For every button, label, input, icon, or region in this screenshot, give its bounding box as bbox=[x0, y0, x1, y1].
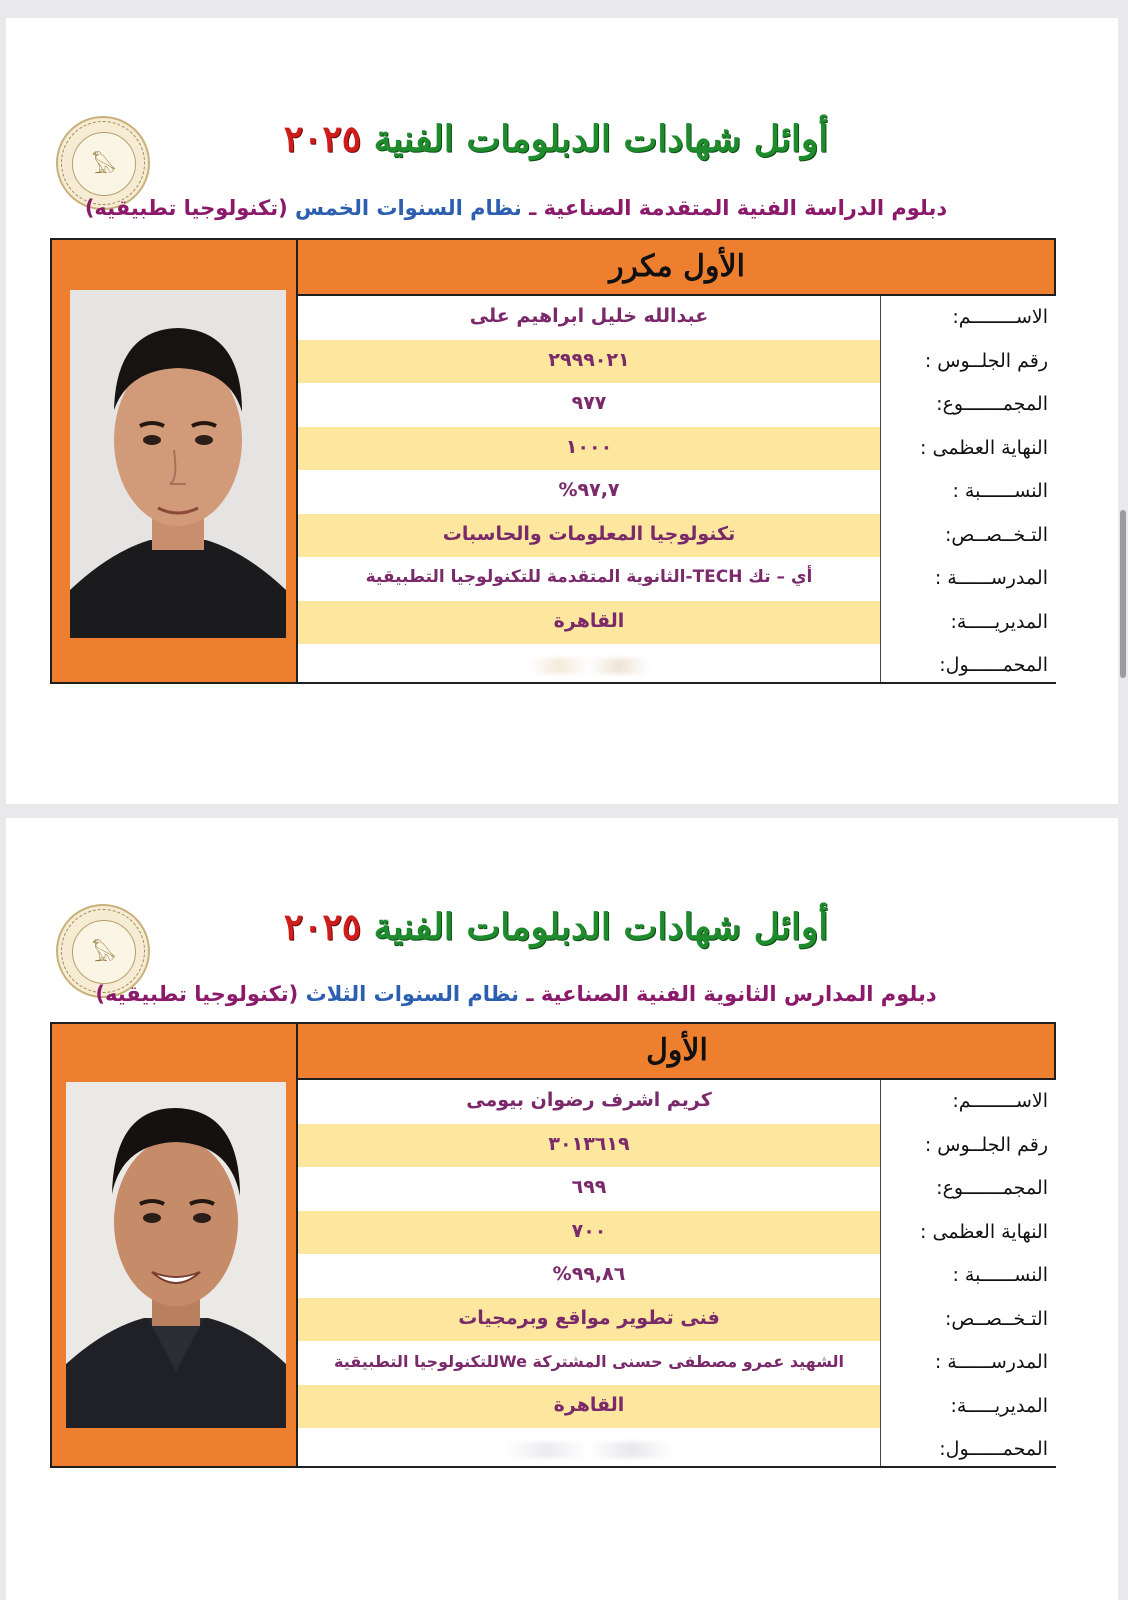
seat-number-value: ٣٠١٣٦١٩ bbox=[298, 1124, 881, 1168]
directorate-label: المديريـــــة: bbox=[950, 1394, 1048, 1417]
row-total bbox=[298, 383, 1056, 428]
row-seat-number bbox=[298, 1124, 1056, 1169]
directorate-value: القاهرة bbox=[298, 601, 881, 645]
max-score-label: النهاية العظمى : bbox=[920, 436, 1048, 459]
name-value: كريم اشرف رضوان بيومى bbox=[298, 1080, 881, 1124]
certificate-page-1 bbox=[6, 18, 1118, 804]
row-max-score bbox=[298, 1211, 1056, 1256]
student-info-table bbox=[296, 240, 1056, 682]
page-title: أوائل شهادات الدبلومات الفنية ٢٠٢٥ bbox=[283, 118, 829, 160]
specialization-value: فنى تطوير مواقع وبرمجيات bbox=[298, 1298, 881, 1342]
row-max-score bbox=[298, 427, 1056, 472]
school-label: المدرســــــة : bbox=[934, 1351, 1048, 1373]
rank-header: الأول مكرر bbox=[298, 240, 1056, 296]
name-label: الاســــــــم: bbox=[952, 306, 1048, 328]
row-specialization bbox=[298, 514, 1056, 559]
percentage-label: النســــــبة : bbox=[952, 480, 1048, 502]
mobile-label: المحمــــــول: bbox=[939, 1438, 1048, 1460]
row-school bbox=[298, 557, 1056, 602]
name-value: عبدالله خليل ابراهيم على bbox=[298, 296, 881, 340]
row-percentage bbox=[298, 470, 1056, 515]
school-value: أي – تك TECH-الثانوية المتقدمة للتكنولوجيا التطبيقية bbox=[298, 557, 881, 601]
row-mobile bbox=[298, 644, 1056, 682]
seat-number-label: رقم الجلــوس : bbox=[924, 1133, 1048, 1156]
student-info-table bbox=[296, 1024, 1056, 1466]
row-directorate bbox=[298, 1385, 1056, 1430]
row-total bbox=[298, 1167, 1056, 1212]
mobile-label: المحمــــــول: bbox=[939, 654, 1048, 676]
specialization-label: التـخــصــص: bbox=[944, 523, 1048, 546]
name-label: الاســــــــم: bbox=[952, 1090, 1048, 1112]
student-photo bbox=[66, 1082, 286, 1428]
max-score-label: النهاية العظمى : bbox=[920, 1220, 1048, 1243]
row-specialization bbox=[298, 1298, 1056, 1343]
seat-number-value: ٢٩٩٩٠٢١ bbox=[298, 340, 881, 384]
row-seat-number bbox=[298, 340, 1056, 385]
student-card bbox=[50, 238, 1056, 684]
school-value: الشهيد عمرو مصطفى حسنى المشتركة Weللتكنولوجيا التطبيقية bbox=[298, 1341, 881, 1385]
row-school bbox=[298, 1341, 1056, 1386]
directorate-label: المديريـــــة: bbox=[950, 610, 1048, 633]
specialization-label: التـخــصــص: bbox=[944, 1307, 1048, 1330]
mobile-value-redacted bbox=[298, 644, 881, 682]
row-name bbox=[298, 296, 1056, 341]
row-mobile bbox=[298, 1428, 1056, 1466]
percentage-value: %٩٧,٧ bbox=[298, 470, 881, 514]
row-name bbox=[298, 1080, 1056, 1125]
certificate-page-2 bbox=[6, 818, 1118, 1600]
page-title: أوائل شهادات الدبلومات الفنية ٢٠٢٥ bbox=[283, 906, 829, 948]
max-score-value: ١٠٠٠ bbox=[298, 427, 881, 471]
total-label: المجمـــــــوع: bbox=[936, 1177, 1048, 1199]
percentage-value: %٩٩,٨٦ bbox=[298, 1254, 881, 1298]
directorate-value: القاهرة bbox=[298, 1385, 881, 1429]
eagle-emblem-icon: 𓅃 bbox=[91, 942, 117, 967]
row-percentage bbox=[298, 1254, 1056, 1299]
mobile-value-redacted bbox=[298, 1428, 881, 1466]
seat-number-label: رقم الجلــوس : bbox=[924, 349, 1048, 372]
rank-header: الأول bbox=[298, 1024, 1056, 1080]
school-label: المدرســــــة : bbox=[934, 567, 1048, 589]
specialization-value: تكنولوجيا المعلومات والحاسبات bbox=[298, 514, 881, 558]
student-photo bbox=[70, 290, 286, 638]
eagle-emblem-icon: 𓅃 bbox=[91, 154, 117, 179]
percentage-label: النســــــبة : bbox=[952, 1264, 1048, 1286]
total-label: المجمـــــــوع: bbox=[936, 393, 1048, 415]
page-subtitle: دبلوم الدراسة الفنية المتقدمة الصناعية ـ نظام السنوات الخمس (تكنولوجيا تطبيقيه) bbox=[84, 196, 948, 220]
student-card bbox=[50, 1022, 1056, 1468]
scrollbar[interactable] bbox=[1120, 510, 1126, 678]
page-subtitle: دبلوم المدارس الثانوية الفنية الصناعية ـ نظام السنوات الثلاث (تكنولوجيا تطبيقيه) bbox=[95, 982, 937, 1006]
total-value: ٩٧٧ bbox=[298, 383, 881, 427]
total-value: ٦٩٩ bbox=[298, 1167, 881, 1211]
row-directorate bbox=[298, 601, 1056, 646]
max-score-value: ٧٠٠ bbox=[298, 1211, 881, 1255]
